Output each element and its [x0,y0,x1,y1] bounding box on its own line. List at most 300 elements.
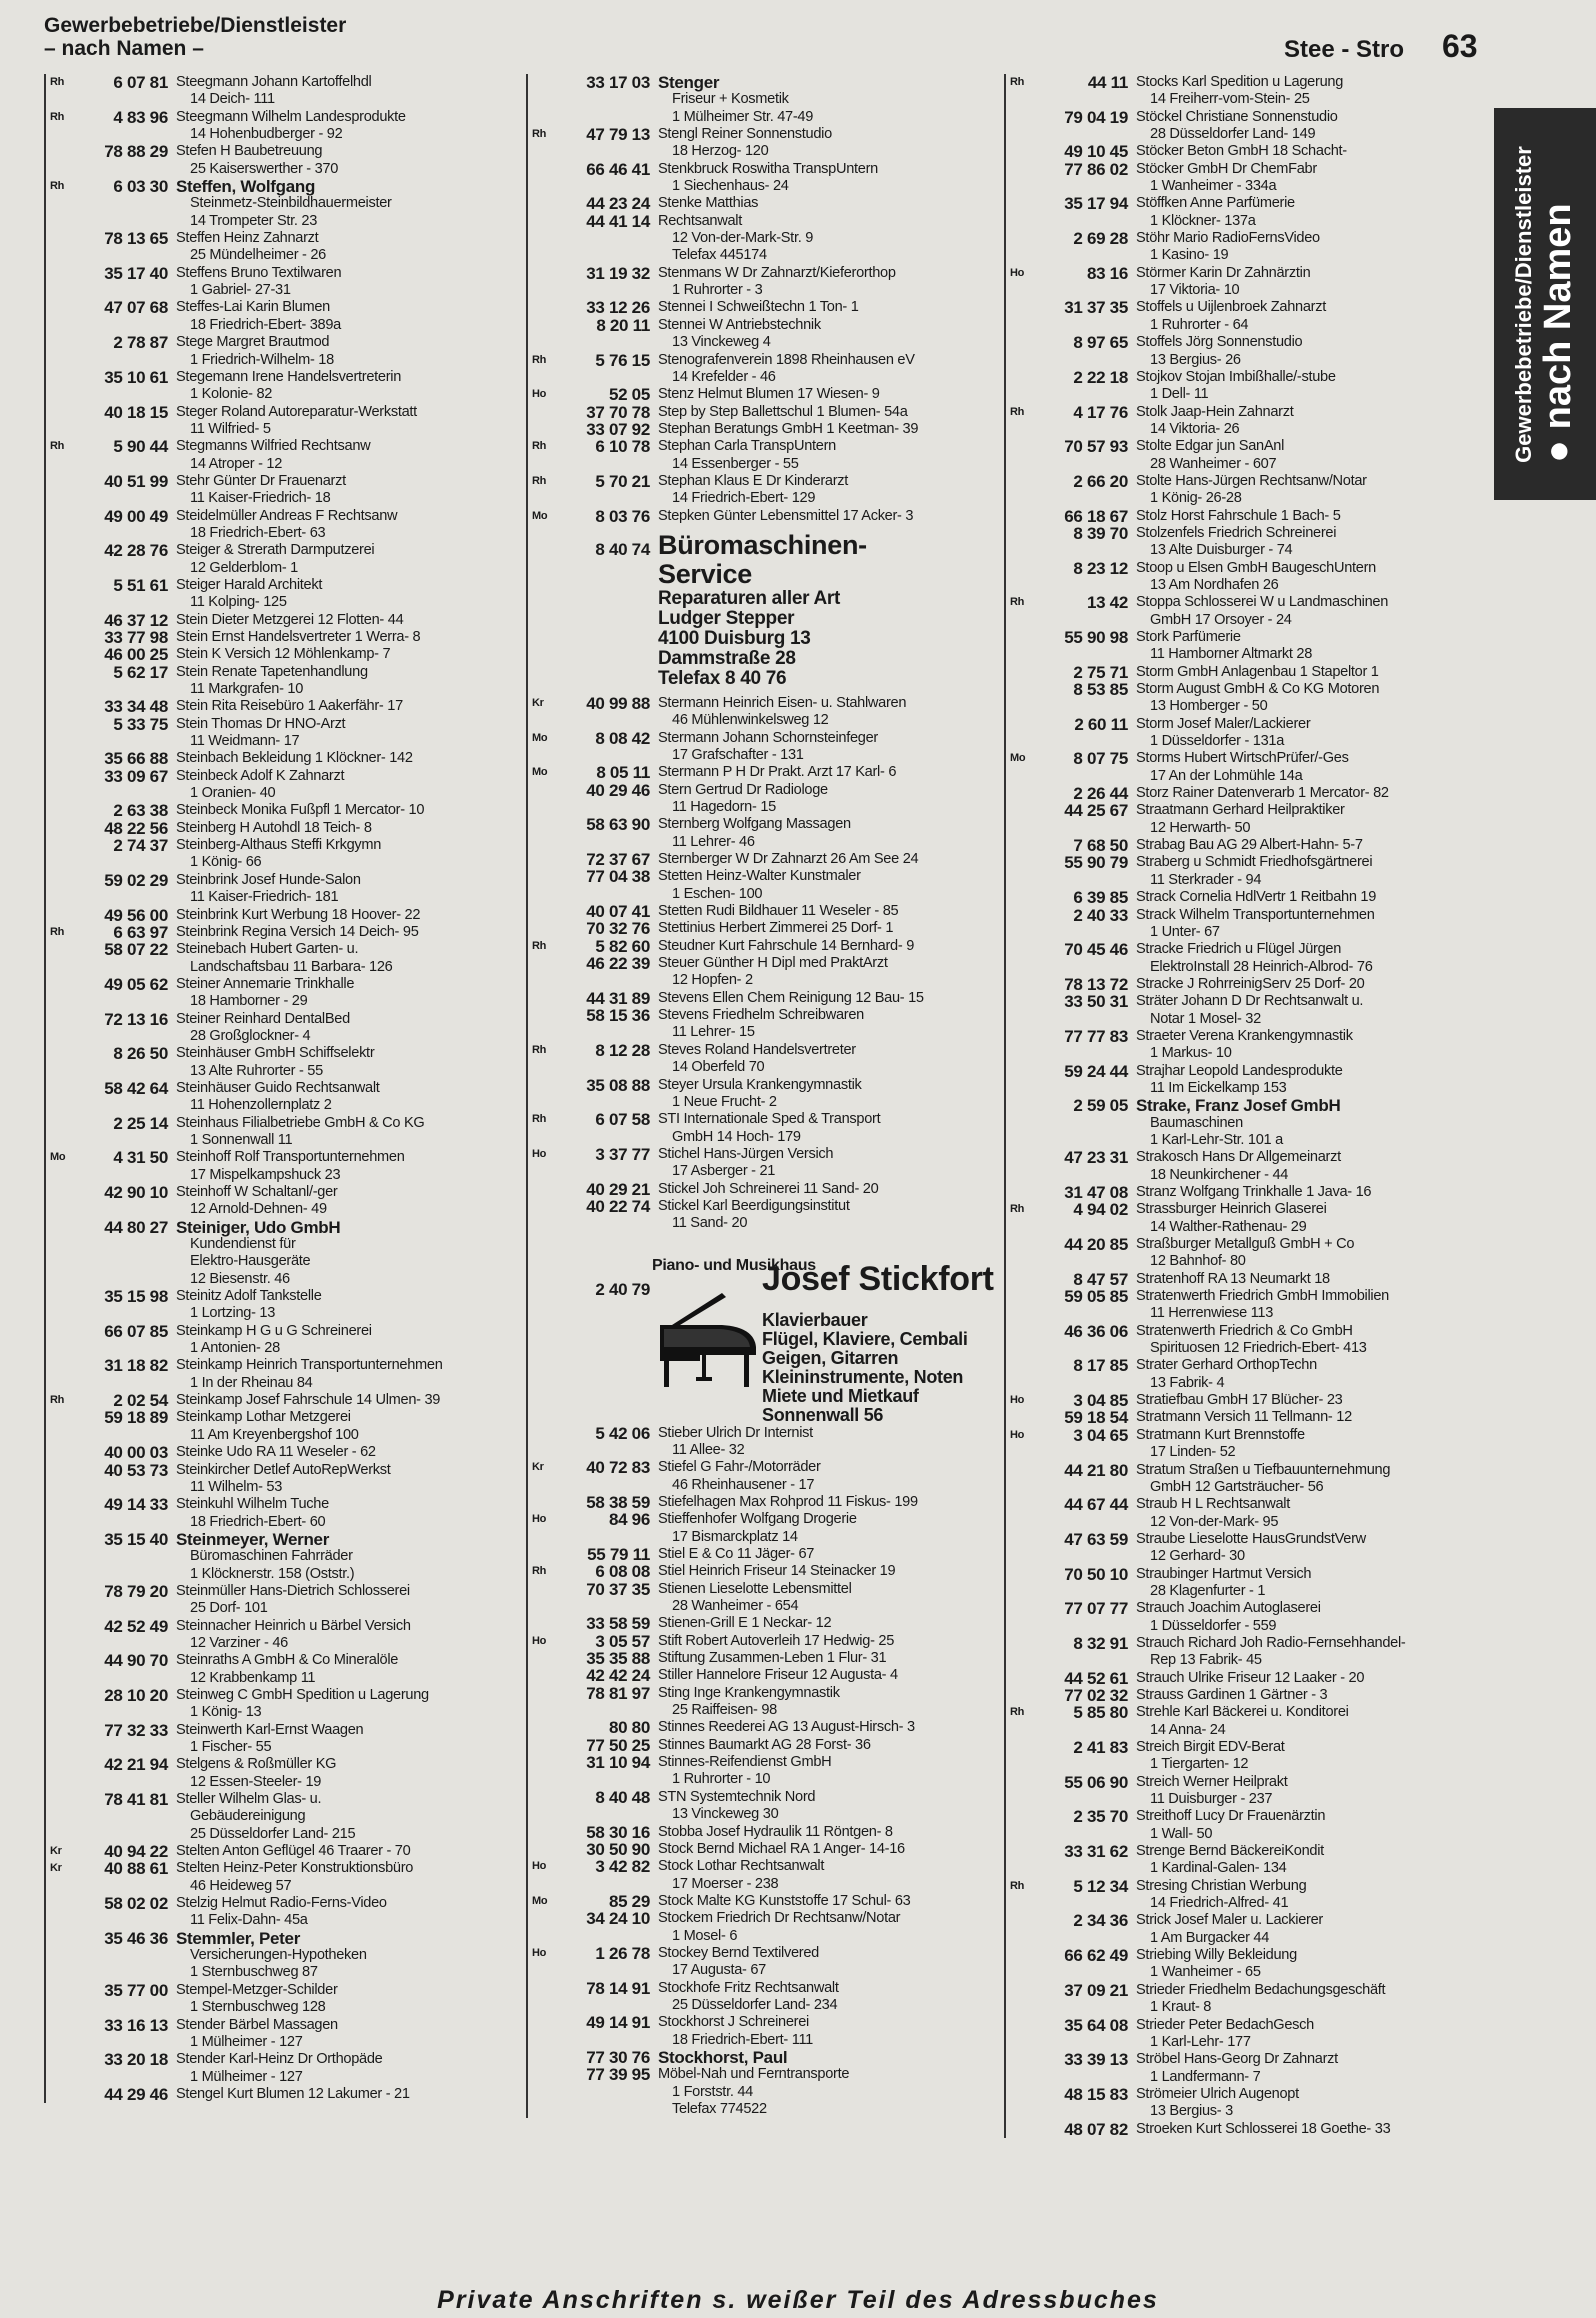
phone-number: 2 40 33 [1073,905,1128,925]
listing-entry [50,1930,520,1982]
listing-entry [532,903,1002,920]
listing-entry [532,195,1002,212]
listing-name: Stein K Versich 12 Möhlenkamp- 7 [176,646,391,663]
phone-number: 44 11 [1087,73,1128,92]
phone-number: 59 18 54 [1064,1408,1128,1428]
listing-name: Storz Rainer Datenverarb 1 Mercator- 82 [1136,785,1389,802]
listing-entry [1010,1600,1488,1635]
listing-name: Straubinger Hartmut Versich [1136,1565,1312,1582]
phone-number: 77 86 02 [1064,159,1128,179]
listing-detail: 12 Von-der-Mark- 95 [1150,1513,1279,1530]
listing-detail: 12 Gelderblom- 1 [190,559,298,576]
phone-number: 40 18 15 [104,402,168,422]
phone-number: 35 08 88 [586,1075,650,1095]
listing-detail: Landschaftsbau 11 Barbara- 126 [190,958,393,975]
listing-detail: 13 Am Nordhafen 26 [1150,576,1279,593]
listing-entry [1010,785,1488,802]
listing-entry [532,1667,1002,1684]
phone-number: 40 00 03 [104,1443,168,1463]
district-code: Ho [532,388,547,401]
listing-name: Strauch Joachim Autoglaserei [1136,1600,1321,1617]
listing-name: Strajhar Leopold Landesprodukte [1136,1062,1343,1079]
advert-piano-name: Josef Stickfort [762,1259,994,1298]
listing-name: Steegmann Wilhelm Landesprodukte [176,108,406,125]
phone-number: 2 25 14 [113,1113,168,1133]
listing-entry [532,2014,1002,2049]
listing-entry [532,1198,1002,1233]
phone-number: 42 21 94 [104,1755,168,1775]
listing-entry [50,941,520,976]
listing-entry [50,265,520,300]
listing-detail: 18 Friedrich-Ebert- 63 [190,524,326,541]
listing-entry [1010,1392,1488,1409]
phone-number: 49 14 91 [586,2013,650,2033]
listing-entry [1010,1201,1488,1236]
listing-detail: 14 Hohenbudberger - 92 [190,126,343,143]
listing-name: Stöckel Christiane Sonnenstudio [1136,108,1338,125]
listing-name: Stephan Klaus E Dr Kinderarzt [658,472,849,489]
listing-entry [1010,664,1488,681]
listing-entry [1010,1063,1488,1098]
listing-name: Streich Birgit EDV-Berat [1136,1739,1285,1755]
listing-name: Strieder Friedhelm Bedachungsgeschäft [1136,1981,1386,1998]
listing-name: Ströbel Hans-Georg Dr Zahnarzt [1136,2051,1338,2068]
phone-number: 4 31 50 [113,1148,168,1168]
listing-detail: 14 Trompeter Str. 23 [190,212,318,229]
listing-name: Steinhaus Filialbetriebe GmbH & Co KG [176,1114,425,1131]
listing-entry [1010,404,1488,439]
phone-number: 35 64 08 [1064,2015,1128,2035]
listing-entry [532,1945,1002,1980]
phone-number: 37 09 21 [1064,1980,1128,2000]
district-code: Rh [1010,405,1025,418]
listing-detail: 1 Eschen- 100 [672,885,763,902]
listing-entry [532,1546,1002,1563]
phone-number: 78 13 72 [1064,974,1128,994]
listing-name: Stöcker GmbH Dr ChemFabr [1136,160,1317,177]
listing-entry [532,1511,1002,1546]
phone-number: 80 80 [608,1718,650,1738]
listing-name: Sternberg Wolfgang Massagen [658,816,851,833]
phone-number: 58 15 36 [586,1006,650,1026]
listing-detail: Versicherungen-Hypotheken [190,1947,367,1964]
listing-detail: 11 Herrenwiese 113 [1150,1305,1274,1322]
listing-entry [532,938,1002,955]
listing-detail: 11 Sand- 20 [672,1215,748,1232]
phone-number: 78 88 29 [104,142,168,162]
listing-name: Stein Ernst Handelsvertreter 1 Werra- 8 [176,629,421,645]
listing-detail: 1 Tiergarten- 12 [1150,1756,1249,1773]
listing-entry [50,369,520,404]
listing-name: Steuer Günther H Dipl med PraktArzt [658,955,888,972]
district-code: Rh [532,440,547,453]
phone-number: 28 10 20 [104,1685,168,1705]
phone-number: 8 17 85 [1073,1356,1128,1376]
advert-phone: 8 40 74 [595,539,650,559]
listing-detail: 1 Neue Frucht- 2 [672,1093,777,1110]
listing-entry [50,802,520,819]
listing-detail: 13 Homberger - 50 [1150,698,1268,715]
listing-entry [532,695,1002,730]
listing-name: Storm GmbH Anlagenbau 1 Stapeltor 1 [1136,663,1379,680]
district-code: Rh [532,353,547,366]
phone-number: 31 18 82 [104,1356,168,1376]
listing-entry [50,1115,520,1150]
listing-entry [50,976,520,1011]
listing-name: Stelzig Helmut Radio-Ferns-Video [176,1895,387,1912]
listing-name: Steinbach Bekleidung 1 Klöckner- 142 [176,750,413,767]
listing-detail: 12 Krabbenkamp 11 [190,1669,316,1686]
phone-number: 70 37 35 [586,1579,650,1599]
listing-entry [1010,1409,1488,1426]
grand-piano-icon [652,1285,762,1395]
listing-entry [532,1077,1002,1112]
listing-detail: 14 Friedrich-Alfred- 41 [1150,1895,1289,1912]
advert-piano-head: Piano- und Musikhaus [652,1256,816,1274]
listing-detail: 28 Wanheimer - 654 [672,1598,799,1615]
listing-name: Steinebach Hubert Garten- u. [176,941,359,958]
listing-entry [1010,1843,1488,1878]
listing-entry [1010,1288,1488,1323]
listing-entry [532,1980,1002,2015]
listing-name: Stöffken Anne Parfümerie [1136,195,1295,212]
phone-number: 59 18 89 [104,1408,168,1428]
listing-name: Sternberger W Dr Zahnarzt 26 Am See 24 [658,851,919,868]
phone-number: 40 72 83 [586,1458,650,1478]
phone-number: 78 14 91 [586,1978,650,1998]
listing-detail: 13 Alte Ruhrorter - 55 [190,1062,323,1079]
listing-entry [1010,525,1488,560]
listing-entry [532,1754,1002,1789]
listing-entry [1010,854,1488,889]
phone-number: 40 53 73 [104,1460,168,1480]
listing-detail: 14 Anna- 24 [1150,1721,1226,1738]
listing-name: Stift Robert Autoverleih 17 Hedwig- 25 [658,1632,895,1649]
district-code: Kr [50,1845,62,1858]
listing-entry [50,1462,520,1497]
phone-number: 6 10 78 [595,437,650,457]
listing-detail: 46 Rheinhausener - 17 [672,1476,815,1493]
district-code: Mo [1010,752,1026,765]
phone-number: 44 52 61 [1064,1668,1128,1688]
listing-detail: 12 Gerhard- 30 [1150,1548,1245,1565]
listing-name: Stockhorst, Paul [658,2047,788,2067]
phone-number: 5 33 75 [113,714,168,734]
listing-entry [50,750,520,767]
listing-entry [1010,1947,1488,1982]
phone-number: 85 29 [608,1891,650,1911]
listing-entry [1010,1496,1488,1531]
phone-number: 78 13 65 [104,229,168,249]
page-number: 63 [1442,28,1478,64]
phone-number: 48 22 56 [104,818,168,838]
phone-number: 49 56 00 [104,905,168,925]
listing-name: Stenkbruck Roswitha TranspUntern [658,160,878,177]
listing-entry [532,1581,1002,1616]
section-subtitle: – nach Namen – [44,37,204,60]
listing-name: Stegemann Irene Handelsvertreterin [176,368,402,385]
listing-name: Stege Margret Brautmod [176,334,330,351]
listing-entry [532,955,1002,990]
listing-name: Strieder Peter BedachGesch [1136,2016,1314,2033]
listing-detail: 1 Ruhrorter - 10 [672,1771,771,1788]
phone-number: 35 15 98 [104,1287,168,1307]
tab-label-sort: ● nach Namen [1536,202,1579,463]
listing-detail: 14 Freiherr-vom-Stein- 25 [1150,91,1310,108]
listing-detail: 12 Arnold-Dehnen- 49 [190,1201,327,1218]
listing-name: Stegmanns Wilfried Rechtsanw [176,438,371,455]
listing-name: Strabag Bau AG 29 Albert-Hahn- 5-7 [1136,837,1363,854]
listing-name: Steinhoff W Schaltanl/-ger [176,1184,338,1200]
listing-entry [1010,1912,1488,1947]
phone-number: 5 42 06 [595,1423,650,1443]
listing-name: Stolk Jaap-Hein Zahnarzt [1136,403,1294,420]
listing-entry [532,1719,1002,1736]
phone-number: 58 38 59 [586,1492,650,1512]
listing-name: Steiner Reinhard DentalBed [176,1010,350,1027]
district-code: Rh [50,76,65,88]
listing-detail: 1 Landfermann- 7 [1150,2068,1261,2085]
phone-number: 40 07 41 [586,902,650,922]
listing-detail: 17 Grafschafter - 131 [672,746,804,763]
listing-entry [50,2017,520,2052]
advert-piano-line: Flügel, Klaviere, Cembali [762,1328,968,1349]
listing-entry [50,109,520,144]
listing-detail: 11 Kaiser-Friedrich- 18 [190,490,331,507]
phone-number: 66 46 41 [586,159,650,179]
listing-name: Steinitz Adolf Tankstelle [176,1288,322,1305]
district-code: Kr [532,1461,544,1474]
listing-name: Storm Josef Maler/Lackierer [1136,715,1311,732]
listing-entry [532,299,1002,316]
listing-detail: 17 Moerser - 238 [672,1875,779,1892]
listing-detail: 25 Kaiserswerther - 370 [190,160,339,177]
listing-name: Stiefelhagen Max Rohprod 11 Fiskus- 199 [658,1493,918,1510]
listing-entry [1010,1357,1488,1392]
listing-entry [1010,629,1488,664]
district-code: Ho [1010,1428,1025,1441]
listing-detail: ElektroInstall 28 Heinrich-Albrod- 76 [1150,958,1373,975]
listing-entry [50,299,520,334]
listing-name: Strömeier Ulrich Augenopt [1136,2085,1299,2102]
listing-detail: Notar 1 Mosel- 32 [1150,1010,1261,1027]
phone-number: 2 69 28 [1073,229,1128,249]
listing-entry [50,1080,520,1115]
listing-detail: 14 Krefelder - 46 [672,368,776,385]
district-code: Rh [1010,596,1025,609]
phone-number: 77 04 38 [586,867,650,887]
listing-detail: 17 Linden- 52 [1150,1444,1236,1461]
phone-number: 8 26 50 [113,1044,168,1064]
phone-number: 2 26 44 [1073,784,1128,804]
phone-number: 4 17 76 [1073,402,1128,422]
listing-entry [1010,1097,1488,1149]
listing-detail: 1 König- 66 [190,854,262,871]
phone-number: 44 25 67 [1064,801,1128,821]
listing-entry [1010,1028,1488,1063]
column-1 [44,74,520,2103]
listing-entry [532,1893,1002,1910]
listing-name: Steegmann Johann Kartoffelhdl [176,74,372,90]
listing-name: Stengl Reiner Sonnenstudio [658,126,832,143]
listing-detail: 1 Ruhrorter - 64 [1150,316,1249,333]
listing-entry [532,1181,1002,1198]
listing-name: Stolzenfels Friedrich Schreinerei [1136,524,1337,541]
phone-number: 44 20 85 [1064,1235,1128,1255]
listing-entry [1010,837,1488,854]
district-code: Rh [532,1043,547,1056]
listing-entry [532,508,1002,525]
listing-name: Steinke Udo RA 11 Weseler - 62 [176,1444,376,1461]
listing-entry [532,1146,1002,1181]
listing-entry [50,1219,520,1288]
listing-group-a [532,74,1002,525]
listing-entry [1010,1878,1488,1913]
phone-number: 6 39 85 [1073,888,1128,908]
listing-detail: 13 Vinckeweg 4 [672,334,771,351]
phone-number: 44 80 27 [104,1217,168,1237]
listing-entry [1010,594,1488,629]
listing-detail: 1 Am Burgacker 44 [1150,1929,1270,1946]
listing-entry [1010,993,1488,1028]
listing-name: Stickel Karl Beerdigungsinstitut [658,1197,850,1214]
phone-number: 34 24 10 [586,1909,650,1929]
listing-entry [50,404,520,439]
listing-detail: 17 Mispelkampshuck 23 [190,1166,341,1183]
phone-number: 5 90 44 [113,437,168,457]
phone-number: 49 10 45 [1064,142,1128,162]
listing-name: Steinkuhl Wilhelm Tuche [176,1496,329,1513]
listing-name: Steinbeck Monika Fußpfl 1 Mercator- 10 [176,802,425,819]
phone-number: 77 32 33 [104,1720,168,1740]
listing-detail: 1 Klöcknerstr. 158 (Oststr.) [190,1565,355,1582]
listing-entry [1010,1427,1488,1462]
listing-name: Stolz Horst Fahrschule 1 Bach- 5 [1136,507,1341,524]
listing-entry [50,1618,520,1653]
listing-entry [1010,230,1488,265]
listing-name: Steffen, Wolfgang [176,177,316,197]
listing-name: Stoppa Schlosserei W u Landmaschinen [1136,594,1389,611]
phone-number: 35 46 36 [104,1928,168,1948]
listing-name: Stock Bernd Michael RA 1 Anger- 14-16 [658,1840,905,1857]
listing-entry [1010,750,1488,785]
listing-name: Stenke Matthias [658,195,759,212]
district-code: Rh [532,1565,547,1578]
listing-detail: 18 Friedrich-Ebert- 111 [672,2031,813,2048]
listing-name: Steinhäuser Guido Rechtsanwalt [176,1079,380,1096]
listing-detail: 11 Hagedorn- 15 [672,799,776,815]
phone-number: 40 94 22 [104,1842,168,1862]
listing-entry [50,872,520,907]
listing-name: Storms Hubert WirtschPrüfer/-Ges [1136,750,1349,767]
advert-piano-line: Miete und Mietkauf [762,1385,919,1406]
listing-name: Strehle Karl Bäckerei u. Konditorei [1136,1704,1349,1721]
listing-name: Steinkamp H G u G Schreinerei [176,1322,372,1339]
listing-name: Stratenwerth Friedrich & Co GmbH [1136,1322,1353,1339]
phone-number: 44 90 70 [104,1651,168,1671]
phone-number: 78 79 20 [104,1581,168,1601]
listing-detail: 13 Fabrik- 4 [1150,1374,1225,1391]
listing-name: Straeter Verena Krankengymnastik [1136,1027,1353,1044]
listing-entry [1010,681,1488,716]
listing-entry [50,1496,520,1531]
district-code: Rh [1010,76,1025,88]
phone-number: 5 82 60 [595,936,650,956]
listing-name: Stoop u Elsen GmbH BaugeschUntern [1136,559,1376,576]
listing-entry [50,1323,520,1358]
listing-detail: 1 Oranien- 40 [190,785,276,802]
phone-number: 35 66 88 [104,749,168,769]
listing-detail: 1 Sonnenwall 11 [190,1131,293,1148]
listing-name: Stratum Straßen u Tiefbauunternehmung [1136,1461,1391,1478]
phone-number: 6 07 58 [595,1110,650,1130]
listing-name: Stiller Hannelore Friseur 12 Augusta- 4 [658,1667,898,1684]
listing-detail: 12 Von-der-Mark-Str. 9 [672,230,814,247]
listing-name: Stehr Günter Dr Frauenarzt [176,472,346,489]
listing-detail: GmbH 17 Orsoyer - 24 [1150,611,1292,628]
listing-name: Strauch Ulrike Friseur 12 Laaker - 20 [1136,1669,1365,1686]
listing-entry [1010,2121,1488,2138]
listing-entry [532,1685,1002,1720]
listing-entry [532,404,1002,421]
phone-number: 2 35 70 [1073,1807,1128,1827]
district-code: Rh [532,1113,547,1126]
listing-name: Step by Step Ballettschul 1 Blumen- 54a [658,403,908,420]
listing-detail: 1 Ruhrorter - 3 [672,282,763,299]
advert-line: Reparaturen aller Art [658,587,841,609]
listing-entry [50,1843,520,1860]
listing-detail: GmbH 14 Hoch- 179 [672,1128,801,1145]
phone-number: 42 42 24 [586,1666,650,1686]
listing-name: Stracke Friedrich u Flügel Jürgen [1136,941,1342,958]
phone-number: 8 32 91 [1073,1633,1128,1653]
listing-name: Möbel-Nah und Ferntransporte [658,2066,850,2083]
listing-name: Stöcker Beton GmbH 18 Schacht- [1136,143,1347,160]
phone-number: 70 45 46 [1064,940,1128,960]
listing-detail: 1 Siechenhaus- 24 [672,178,789,195]
listing-detail: 11 Am Kreyenbergshof 100 [190,1426,359,1443]
listing-detail: Büromaschinen Fahrräder [190,1548,353,1565]
advert-piano [532,1256,1002,1425]
phone-number: 47 63 59 [1064,1529,1128,1549]
listing-detail: 18 Hamborner - 29 [190,993,308,1010]
listing-name: Steinhäuser GmbH Schiffselektr [176,1045,375,1062]
phone-number: 83 16 [1086,263,1128,283]
listing-entry [50,143,520,178]
phone-number: 8 47 57 [1073,1269,1128,1289]
phone-number: 8 40 48 [595,1787,650,1807]
listing-entry [1010,941,1488,976]
listing-name: Steinbrink Regina Versich 14 Deich- 95 [176,923,419,940]
footer-note: Private Anschriften s. weißer Teil des Adressbuches [437,2286,1159,2314]
listing-detail: 1 In der Rheinau 84 [190,1374,313,1391]
phone-number: 33 39 13 [1064,2050,1128,2070]
listing-detail: 28 Wanheimer - 607 [1150,455,1277,472]
phone-number: 40 51 99 [104,471,168,491]
listing-entry [1010,2051,1488,2086]
listing-name: Stenmans W Dr Zahnarzt/Kieferorthop [658,264,896,281]
listing-name: Strake, Franz Josef GmbH [1136,1096,1341,1116]
phone-number: 31 10 94 [586,1753,650,1773]
listing-name: Stoffels Jörg Sonnenstudio [1136,334,1303,351]
listing-name: Straub H L Rechtsanwalt [1136,1496,1290,1513]
listing-name: Stockhofe Fritz Rechtsanwalt [658,1979,839,1996]
phone-number: 33 77 98 [104,628,168,647]
listing-name: Steinweg C GmbH Spedition u Lagerung [176,1686,429,1703]
listing-detail: Spirituosen 12 Friedrich-Ebert- 413 [1150,1340,1367,1357]
listing-detail: 1 Mosel- 6 [672,1927,738,1944]
listing-entry [50,1011,520,1046]
